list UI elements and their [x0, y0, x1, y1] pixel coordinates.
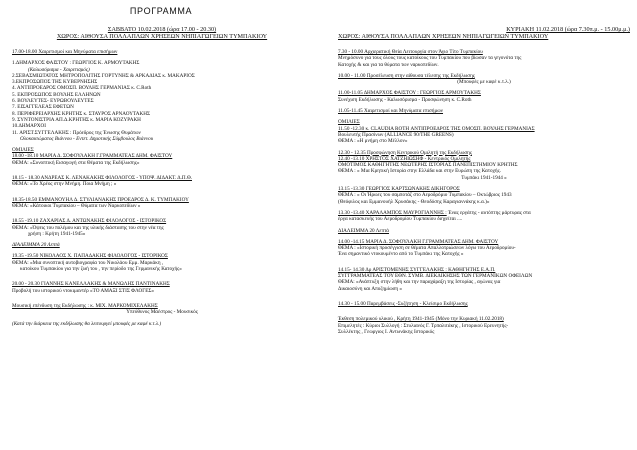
speech-1-head: 18.00 -18.10 ΜΑΡΙΑ Δ. ΣΟΦΟΥΛΑΚΗ Γ.ΓΡΑΜΜΑΤΕΑΣ ΔΗΜ. ΦΑΙΣΤΟΥ: [12, 153, 173, 160]
exhibition-curators-cont: Συλλέκτης , Γεωργιος Ι. Αντωνάκης Ιστορικός: [338, 328, 435, 335]
kartsonakis-topic-cont: (Θεόφιλος και Εμμανουήλ Χρυσάκης - Θεοδόσης Καραγιαννάκης κ.α.)»: [338, 198, 490, 205]
greetings-list: [12, 60, 312, 142]
list-item: 3.ΕΚΠΡΟΣΩΠΟΣ ΤΗΣ ΚΥΒΕΡΝΗΣΗΣ: [12, 79, 98, 86]
speech-4-head: 18.55 -19.10 ΖΑΧΑΡΙΑΣ Δ. ΑΝΤΩΝΑΚΗΣ ΦΙΛΟΛΟΓΟΣ - ΙΣΤΟΡΙΚΟΣ: [12, 218, 167, 225]
keynote-topic-cont: Τυμπάκι 1941-1944 »: [461, 174, 507, 181]
syngelakis-title: ΣΥΓΓΡΑΜΜΑΤΕΑΣ ΤΟΥ ΕΘΝ. ΣΥΜΒ. ΔΙΕΚΔΙΚΗΣΗΣ ΤΩΝ ΓΕΡΜΑΝΙΚΩΝ ΟΦΕΙΛΩΝ: [338, 273, 533, 280]
saturday-column: [12, 26, 312, 327]
mayor-head: 11.00-11.05 ΔΗΜΑΡΧΟΣ ΦΑΙΣΤΟΥ : ΓΕΩΡΓΙΟΣ ΑΡΜΟΥΤΑΚΗΣ: [338, 90, 481, 97]
speech-3-head: 18.35-18.50 ΕΜΜΑΝΟΥΗΛ Δ. ΣΤΥΛΙΑΝΑΚΗΣ ΠΡΟΕΔΡΟΣ Δ. Κ. ΤΥΜΠΑΚΙΟΥ: [12, 196, 189, 203]
witness-name: 13.30 -13.40 ΧΑΡΑΛΑΜΠΟΣ ΜΑΥΡΟΓΙΑΝΝΗΣ :: [338, 209, 447, 216]
speech-4-topic: ΘΕΜΑ: «Όψεις του πολέμου και της υλικής διάστασης του στην νέα της: [12, 224, 164, 231]
sunday-column: [338, 26, 630, 335]
speech-1-topic: ΘΕΜΑ: «Συνοπτική Εισαγωγή στα Θέματα της Εκδήλωσης»: [12, 159, 140, 166]
list-item: Ολοκαυτώματος Βιάννου - Εντετ. Δημοτικής Σύμβουλος Βιάννου: [20, 135, 154, 142]
list-item: 5. ΕΚΠΡΟΣΩΠΟΣ ΒΟΥΛΗΣ ΕΛΛΗΝΩΝ: [12, 91, 101, 98]
exhibition-curators: Επιμελητές : Κύριοι Συλλογή : Στυλιανός Γ. Τρπαλιτάκης , Ιστορικού Ερευνητής-: [338, 322, 509, 329]
speech-3-topic: ΘΕΜΑ: «Κάτοικοι Τυμπακίου – Θύματα των Ναρκοπεδίων »: [12, 202, 141, 209]
sunday-place: ΧΩΡΟΣ: ΑΙΘΟΥΣΑ ΠΟΛΛΑΠΛΩΝ ΧΡΗΣΕΩΝ ΝΗΠΙΑΓΩΓΕΙΩΝ ΤΥΜΠΑΚΙΟΥ: [338, 33, 549, 40]
liturgy-head: 7.30 - 10.00 Αρχιερατική Θεία Λειτουργία στον Άγιο Τίτο Τυμπακίου: [338, 49, 483, 55]
list-item: 4. ΑΝΤΙΠΡΟΕΔΡΟΣ ΟΜΟΣΠ. ΒΟΥΛΗΣ ΓΕΡΜΑΝΙΑΣ κ. C.Roth: [12, 85, 152, 92]
speech-5-topic: ΘΕΜΑ: «Μια συνοπτική αυτοβιογραφία του Νικολάου Εμμ. Μαρκάκη ,: [12, 259, 164, 266]
break-label: ΔΙΑΛΕΙΜΜΑ 20 Λεπτά: [338, 227, 390, 234]
list-item: 10.ΔΗΜΑΡΧΟΙ: [12, 123, 47, 130]
saturday-date: ΣΑΒΒΑΤΟ 10.02.2018 (ώρα 17.00 - 20.30): [107, 26, 217, 33]
sofoulaki-topic: ΘΕΜΑ : «Ιστορική προσέγγιση σε θέματα Απαλλοτριώσεων λόγω του Αεροδρομίου-: [338, 245, 516, 252]
list-item: 6. ΒΟΥΛΕΥΤΕΣ- ΕΥΡΩΒΟΥΛΕΥΤΕΣ: [12, 98, 94, 105]
list-item: 11. ΑΡΙΣΤ.ΣΥΓΓΕΛΑΚΗΣ : Πρόεδρος της Ένωσης Θυμάτων: [12, 129, 141, 136]
syngelakis-topic-cont: Δικαιοσύνη και Αποζημίωση »: [338, 285, 403, 292]
list-item: 7. ΕΙΣΑΓΓΕΛΕΑΣ ΕΦΕΤΩΝ: [12, 104, 74, 111]
liturgy-text: Μνημόσυνο για τους όλους τους κατοίκους του Τυμπακίου που βίωσαν τα γεγονότα της: [338, 55, 522, 62]
mayor-text: Συνέχιση Εκδήλωσης - Καλωσόρισμα - Προσφώνηση κ. C.Roth: [338, 96, 472, 103]
page-title: ΠΡΟΓΡΑΜΜΑ: [129, 6, 193, 16]
speech-2-topic: ΘΕΜΑ: «Το Χρέος στην Μνήμη. Ποια Μνήμη ; »: [12, 181, 117, 188]
list-item: 1.ΔΗΜΑΡΧΟΣ ΦΑΙΣΤΟΥ : ΓΕΩΡΓΙΟΣ Κ. ΑΡΜΟΥΤΑΚΗΣ: [12, 60, 140, 67]
speech-5-head: 19.35 -19.50 ΝΙΚΟΛΑΟΣ Χ. ΠΑΠΑΔΑΚΗΣ ΦΙΛΟΛΟΓΟΣ - ΙΣΤΟΡΙΚΟΣ: [12, 253, 168, 260]
screening-text: Προβολή του ιστορικού ντοκιμαντέρ «ΤΟ ΑΜΑΞΙ ΣΤΙΣ ΦΛΟΓΕΣ»: [12, 287, 155, 294]
saturday-place: ΧΩΡΟΣ: ΑΙΘΟΥΣΑ ΠΟΛΛΑΠΛΩΝ ΧΡΗΣΕΩΝ ΝΗΠΙΑΓΩΓΕΙΩΝ ΤΥΜΠΑΚΙΟΥ: [56, 33, 268, 40]
list-item: (Καλωσόρισμα - Χαιρετισμός): [28, 66, 90, 73]
keynote-head: 12.40 -13.10 ΧΡΗΣΤΟΣ ΧΑΤΖΗΙΩΣΗΦ - Κεντρικός Ομιλητής: [338, 155, 471, 162]
keynote-intro-head: 12.30 - 12.35 Προσφώνηση Κεντρικού Ομιλητή της Εκδήλωσης: [338, 149, 472, 156]
speech-5-topic-cont: κατοίκου Τυμπακίου για την ζωή του , την περίοδο της Γερμανικής Κατοχής»: [20, 266, 182, 273]
list-item: 8. ΠΕΡΙΦΕΡΕΙΑΡΧΗΣ ΚΡΗΤΗΣ κ. ΣΤΑΥΡΟΣ ΑΡΝΑΟΥΤΑΚΗΣ: [12, 110, 151, 117]
kartsonakis-head: 13.15 -13.30 ΓΕΩΡΓΙΟΣ ΚΑΡΤΣΩΝΑΚΗΣ ΔΙΚΗΓΟΡΟΣ: [338, 186, 460, 193]
speeches-header: ΟΜΙΛΙΕΣ: [12, 147, 34, 154]
liturgy-text-cont: Κατοχής & και για τα θύματα των ναρκοπεδίων.: [338, 61, 439, 68]
sofoulaki-topic-cont: Ένα σημαντικό ντοκουμέντο από το Τυμπάκι της Κατοχής »: [338, 251, 464, 258]
syngelakis-head: 14.15- 14.30 Δρ ΑΡΙΣΤΟΜΕΝΗΣ ΣΥΓΓΕΛΑΚΗΣ : ΚΑΘΗΓΗΤΗΣ Ε.Α.Π.: [338, 266, 496, 273]
keynote-topic: ΘΕΜΑ : « Μια Κρητική Ιστορία στην Ελλάδα και στην Ευρώπη της Κατοχής.: [338, 168, 501, 175]
speech-2-head: 18.15 - 18.30 ΑΝΔΡΕΑΣ Κ. ΛΕΝΑΚΑΚΗΣ ΦΙΛΟΛΟΓΟΣ - ΥΠΟΨ. ΔΙΔΑΚΤ. Δ.Π.Θ.: [12, 175, 192, 182]
sofoulaki-head: 14.00 -14.15 ΜΑΡΙΑ Δ. ΣΟΦΟΥΛΑΚΗ Γ.ΓΡΑΜΜΑΤΕΑΣ ΔΗΜ. ΦΑΙΣΤΟΥ: [338, 238, 499, 245]
arrival-text: (Μπουφές με καφέ κ.τ.λ.): [457, 79, 511, 86]
break-label: ΔΙΑΛΕΙΜΜΑ 20 Λεπτά: [12, 242, 60, 249]
roth-head: 11.50 -12.30 κ. CLAUDIA ROTH ΑΝΤΙΠΡΟΕΔΡΟΣ ΤΗΣ ΟΜΟΣΠ. ΒΟΥΛΗΣ ΓΕΡΜΑΝΙΑΣ: [338, 125, 535, 132]
speeches-header: ΟΜΙΛΙΕΣ: [338, 119, 360, 126]
roth-text: Βουλευτής Πρασίνων (ALLIANCE 90/THE GREENS): [338, 131, 454, 138]
buffet-note: (Κατά την διάρκεια της εκδήλωσης θα λειτουργεί μπουφές με καφέ κ.τ.λ.): [12, 320, 162, 327]
list-item: 9. ΣΥΝΤΟΝΙΣΤΡΙΑ ΑΠ.Δ.ΚΡΗΤΗΣ κ. ΜΑΡΙΑ ΚΟΖΥΡΑΚΗ: [12, 116, 141, 123]
discussion-head: 14.30 - 15.00 Παρεμβάσεις -Συζήτηση - Κλείσιμο Εκδήλωσης: [338, 300, 468, 307]
greetings-header: 17.00-18.00 Χαιρετισμοί και Μηνύματα επισήμων: [12, 49, 118, 55]
exhibition-head: Έκθεση πολεμικού υλικού , Κρήτη 1941-1945 (Μόνο την Κυριακή 11.02.2018): [338, 316, 504, 323]
arrival-head: 10.00 - 11.00 Προσέλευση στην αίθουσα τέλεσης της Εκδήλωσης: [338, 72, 475, 79]
syngelakis-topic: ΘΕΜΑ: «Ανάπτυξη στην λήθη και την παραχάραξη της Ιστορίας , αγώνας για: [338, 279, 501, 286]
sunday-date: ΚΥΡΙΑΚΗ 11.02.2018 (ώρα 7.30π.μ. - 15.00μ.μ.): [506, 26, 630, 33]
roth-topic: ΘΕΜΑ : «Η μνήμη στο Μέλλον»: [338, 138, 408, 145]
kartsonakis-topic: ΘΕΜΑ : « Οι Ήρωες του σαμποτάζ στο Αεροδρόμιο Τυμπακίου – Οκτώβριος 1943: [338, 192, 512, 199]
music-credit-line: Μουσική επένδυση της Εκδήλωσης : κ. ΜΙΧ. ΜΑΡΚΟΜΙΧΕΛΑΚΗΣ: [12, 302, 158, 309]
music-role: Υπεύθυνος Μαέστρος - Μουσικός: [126, 309, 198, 316]
keynote-title: ΟΜΟΤΙΜΟΣ ΚΑΘΗΓΗΤΗΣ ΝΕΩΤΕΡΗΣ ΙΣΤΟΡΙΑΣ ΠΑΝΕΠΙΣΤΗΜΙΟΥ ΚΡΗΤΗΣ: [338, 162, 518, 169]
witness-desc: Ένας εργάτης - αυτόπτης μάρτυρας στα: [446, 209, 531, 216]
greetings-head: 11.05-11.45 Χαιρετισμοί και Μηνύματα επισήμων: [338, 108, 444, 115]
witness-text: έργα κατασκευής του Αεροδρομίου Τυμπακίου διηγείται ....: [338, 216, 463, 223]
speech-4-topic-cont: χρήση : Κρήτη 1941-1945»: [28, 230, 86, 237]
list-item: 2.ΣΕΒΑΣΜΙΩΤΑΤΟΣ ΜΗΤΡΟΠΟΛΙΤΗΣ ΓΟΡΤΥΝΗΣ & ΑΡΚΑΔΙΑΣ κ. ΜΑΚΑΡΙΟΣ: [12, 72, 195, 79]
screening-head: 20.00 - 20.30 ΓΙΑΝΝΗΣ ΚΑΝΕΛΛΑΚΗΣ & ΜΑΝΩΛΗΣ ΠΑΝΤΙΝΑΚΗΣ: [12, 281, 170, 288]
